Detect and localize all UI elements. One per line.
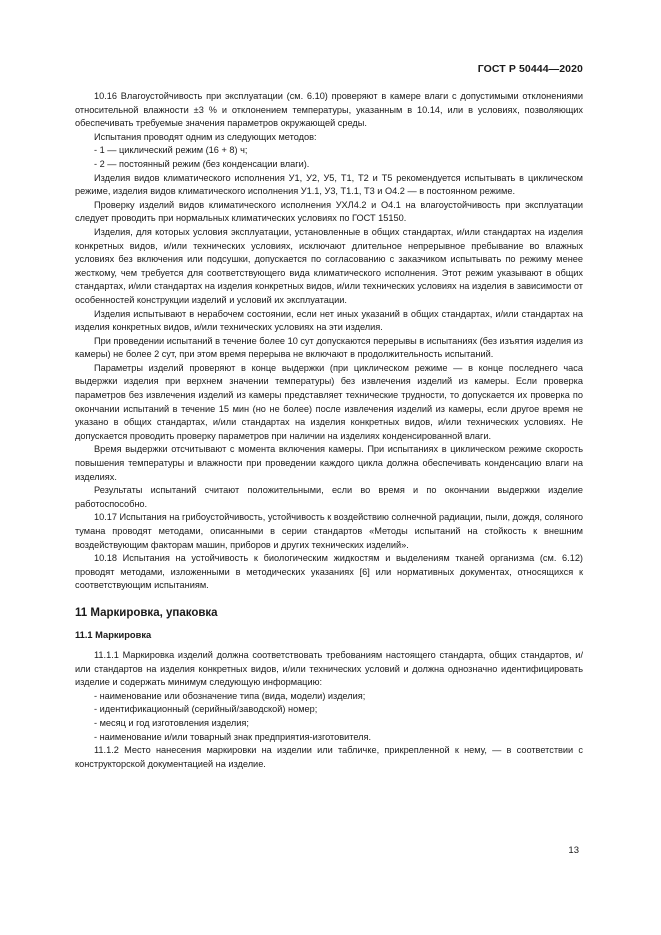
- list-item-date: - месяц и год изготовления изделия;: [94, 717, 249, 728]
- paragraph-10-18: 10.18 Испытания на устойчивость к биологическим жидкостям и выделениям тканей организма (см. 6.12) проводят методами, изложенными в методических указаниях [6] или нормативных документах, относящихся к соответствующим испытаниям.: [75, 553, 583, 591]
- list-item-type: - наименование или обозначение типа (вида, модели) изделия;: [94, 690, 366, 701]
- paragraph-non-working-state: Изделия испытывают в нерабочем состоянии, если нет иных указаний в общих стандартах, и/или стандартах на изделия конкретных видов, и/или технических условиях на эти изделия.: [75, 308, 583, 333]
- paragraph-11-1-1: 11.1.1 Маркировка изделий должна соответствовать требованиям настоящего стандарта, общих стандартов, и/или стандартов на изделия конкретных видов, и/или технических условий и должна однозначно идентифицировать изделие и содержать минимум следующую информацию:: [75, 649, 583, 688]
- document-header: ГОСТ Р 50444—2020: [477, 63, 583, 75]
- paragraph-10-17: 10.17 Испытания на грибоустойчивость, устойчивость к воздействию солнечной радиации, пыли, дождя, соляного тумана проводят методами, описанными в серии стандартов «Методы испытаний на стойкость к внешним воздействующим факторам машин, приборов и других технических изделий».: [75, 512, 583, 550]
- paragraph-less-strict-mode: Изделия, для которых условия эксплуатации, установленные в общих стандартах, и/или стандартах на изделия конкретных видов, и/или технических условиях, исключают длительное непрерывное пребывание во влажных условиях без включения или подсушки, допускается по согласованию с заказчиком испытывать по режиму менее жесткому, чем требуется для соответствующего вида климатического исполнения. Этот режим указывают в общих стандартах, и/или стандартах на изделия конкретных видов, и/или технических условиях на изделия в зависимости от особенностей конструкции изделий и условий их эксплуатации.: [75, 226, 583, 305]
- paragraph-parameters-check: Параметры изделий проверяют в конце выдержки (при циклическом режиме — в конце последнего часа выдержки изделия при верхнем значении температуры) без извлечения изделий из камеры. Если проверка параметров без извлечения изделий из камеры представляет технические трудности, то допускается их проверка по окончании испытаний в течение 15 мин (но не более) после извлечения изделий из камеры, если другое время не указано в общих стандартах, и/или стандартах на изделия конкретных видов, и/или технических условиях. Не допускается проводить проверку параметров при наличии на изделиях конденсированной влаги.: [75, 362, 583, 441]
- paragraph-methods-intro: Испытания проводят одним из следующих методов:: [94, 131, 317, 142]
- list-item-method-2: - 2 — постоянный режим (без конденсации влаги).: [94, 158, 310, 169]
- document-body: [75, 90, 583, 771]
- paragraph-uhl-check: Проверку изделий видов климатического исполнения УХЛ4.2 и О4.1 на влагоустойчивость при эксплуатации следует проводить при нормальных климатических условиях по ГОСТ 15150.: [75, 199, 583, 224]
- paragraph-results: Результаты испытаний считают положительными, если во время и по окончании выдержки изделие работоспособно.: [75, 485, 583, 509]
- paragraph-exposure-time: Время выдержки отсчитывают с момента включения камеры. При испытаниях в циклическом режиме скорость повышения температуры и влажности при проведении каждого цикла должна обеспечивать конденсацию влаги на изделиях.: [75, 444, 583, 482]
- paragraph-11-1-2: 11.1.2 Место нанесения маркировки на изделии или табличке, прикрепленной к нему, — в соответствии с конструкторской документацией на изделие.: [75, 745, 583, 769]
- section-title: 11 Маркировка, упаковка: [75, 606, 218, 619]
- list-item-manufacturer: - наименование и/или товарный знак предприятия-изготовителя.: [94, 731, 372, 742]
- paragraph-breaks: При проведении испытаний в течение более 10 сут допускаются перерывы в испытаниях (без изъятия изделия из камеры) не более 2 сут, при этом время перерыва не включают в продолжительность испытаний.: [75, 335, 583, 360]
- subsection-title: 11.1 Маркировка: [75, 629, 152, 640]
- paragraph-climate-modes: Изделия видов климатического исполнения У1, У2, У5, Т1, Т2 и Т5 рекомендуется испытывать в циклическом режиме, изделия видов климатического исполнения У1.1, У3, Т1.1, Т3 и О4.2 — в постоянном режиме.: [75, 172, 583, 197]
- paragraph-10-16: 10.16 Влагоустойчивость при эксплуатации (см. 6.10) проверяют в камере влаги с допустимыми отклонениями относительной влажности ±3 % и отклонением температуры, указанным в 10.14, или в условиях, позволяющих обеспечивать требуемые значения параметров окружающей среды.: [75, 91, 583, 129]
- list-item-serial: - идентификационный (серийный/заводской) номер;: [94, 704, 318, 715]
- list-item-method-1: - 1 — циклический режим (16 + 8) ч;: [94, 145, 248, 156]
- page-number: 13: [568, 845, 579, 856]
